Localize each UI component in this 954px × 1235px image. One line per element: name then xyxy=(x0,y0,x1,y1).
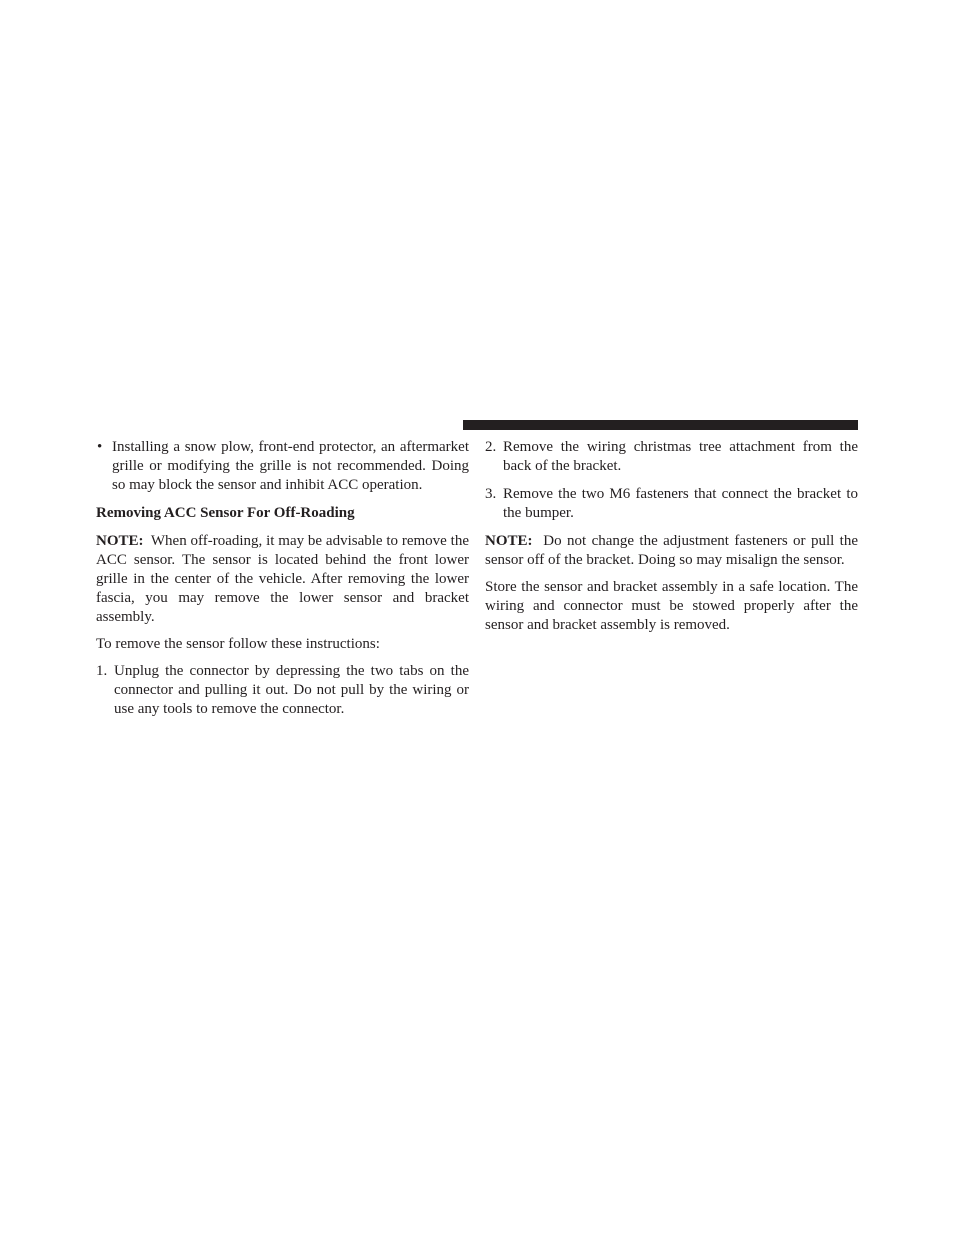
step-text: Remove the two M6 fasteners that connect the bracket to the bumper. xyxy=(503,486,858,521)
step-number: 3. xyxy=(485,486,497,502)
step-text: Unplug the connector by depressing the two tabs on the connector and pulling it out. Do not pull by the wiring or use any tools to remove the connector. xyxy=(114,663,469,717)
step-item xyxy=(96,662,469,719)
closing-paragraph: Store the sensor and bracket assembly in a safe location. The wiring and connector must be stowed properly after the sensor and bracket assembly is removed. xyxy=(485,579,858,633)
header-rule xyxy=(463,420,858,430)
step-number: 2. xyxy=(485,439,497,455)
step-item xyxy=(485,485,858,523)
list-item xyxy=(96,438,469,495)
right-column xyxy=(485,438,858,643)
bullet-icon: • xyxy=(97,439,103,455)
note-paragraph xyxy=(96,532,469,627)
step-number: 1. xyxy=(96,663,108,679)
note-text: Do not change the adjustment fasteners or pull the sensor off of the bracket. Doing so may misalign the sensor. xyxy=(485,533,858,568)
note-label: NOTE: xyxy=(485,533,533,549)
note-paragraph xyxy=(485,532,858,570)
step-text: Remove the wiring christmas tree attachment from the back of the bracket. xyxy=(503,439,858,474)
step-item xyxy=(485,438,858,476)
section-heading: Removing ACC Sensor For Off-Roading xyxy=(96,505,355,521)
bullet-text: Installing a snow plow, front-end protector, an aftermarket grille or modifying the grille is not recommended. Doing so may block the sensor and inhibit ACC operation. xyxy=(112,439,469,493)
note-text: When off-roading, it may be advisable to remove the ACC sensor. The sensor is located behind the front lower grille in the center of the vehicle. After removing the lower fascia, you may remove the lower sensor and bracket assembly. xyxy=(96,533,469,625)
note-label: NOTE: xyxy=(96,533,144,549)
left-column xyxy=(96,438,469,728)
intro-paragraph: To remove the sensor follow these instructions: xyxy=(96,636,380,652)
